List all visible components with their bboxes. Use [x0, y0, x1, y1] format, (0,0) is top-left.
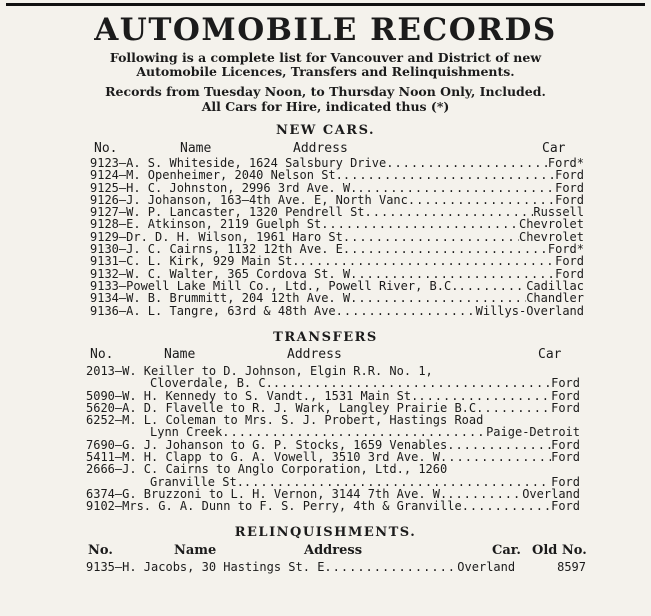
entry-text: 9102—Mrs. G. A. Dunn to F. S. Perry, 4th & Granville	[86, 499, 462, 514]
entry-car: Ford*	[547, 242, 584, 257]
leader-dots	[222, 426, 486, 438]
entry-car: Ford	[551, 376, 580, 391]
entry-car: Overland	[522, 486, 580, 501]
entry-text: 9126—J. Johanson, 163—4th Ave. E, North Vanc	[90, 192, 408, 207]
new-cars-list	[90, 157, 584, 317]
entry-car: Ford	[551, 437, 580, 452]
relinquishments-list	[86, 561, 586, 573]
list-item	[90, 218, 584, 230]
entry-text: Cloverdale, B. C.	[150, 376, 273, 391]
relinq-col-no: No.	[88, 543, 113, 558]
new-cars-col-no: No.	[94, 141, 118, 156]
entry-text: 5620—A. D. Flavelle to R. J. Wark, Langley Prairie B.C	[86, 400, 477, 415]
relinq-col-address: Address	[304, 543, 363, 558]
entry-car: Russell	[533, 205, 584, 220]
entry-text: 5411—M. H. Clapp to G. A. Vowell, 3510 3rd Ave. W	[86, 450, 441, 465]
leader-dots	[462, 500, 551, 512]
entry-text: 9134—W. B. Brummitt, 204 12th Ave. W	[90, 291, 351, 306]
entry-car: Ford	[551, 400, 580, 415]
entry-text: 9127—W. P. Lancaster, 1320 Pendrell St	[90, 205, 365, 220]
leader-dots	[365, 206, 534, 218]
entry-car: Willys-Overland	[475, 303, 584, 318]
entry-text: 9131—C. L. Kirk, 929 Main St.	[90, 254, 300, 269]
entry-text: 9133—Powell Lake Mill Co., Ltd., Powell River, B.C.	[90, 278, 459, 293]
intro-line-1: Following is a complete list for Vancouver and District of new	[109, 50, 542, 65]
entry-text: Granville St.	[150, 474, 244, 489]
entry-text: 9123—A. S. Whiteside, 1624 Salsbury Drive	[90, 156, 387, 170]
leader-dots	[386, 157, 548, 169]
entry-text: 9128—E. Atkinson, 2119 Guelph St	[90, 217, 322, 232]
entry-text: 9129—Dr. D. H. Wilson, 1961 Haro St	[90, 229, 343, 244]
entry-car: Chandler	[526, 291, 584, 306]
entry-text: 6252—M. L. Coleman to Mrs. S. J. Probert, Hastings Road	[86, 413, 484, 428]
list-item	[86, 463, 580, 475]
entry-text: 2013—W. Keiller to D. Johnson, Elgin R.R. No. 1,	[86, 364, 433, 378]
list-item	[86, 561, 586, 573]
entry-car: Ford	[555, 168, 584, 183]
list-item	[86, 426, 580, 438]
list-item	[90, 292, 584, 304]
transfers-heading: TRANSFERS	[273, 330, 378, 345]
entry-car: Overland	[457, 560, 516, 574]
entry-text: 2666—J. C. Cairns to Anglo Corporation, Ltd., 1260	[86, 462, 448, 477]
relinq-col-old-no: Old No.	[532, 543, 587, 558]
entry-text: Lynn Creek	[150, 425, 223, 440]
entry-car: Ford	[555, 180, 584, 195]
transfers-col-car: Car	[538, 347, 562, 362]
new-cars-heading: NEW CARS.	[275, 123, 376, 138]
relinq-col-name: Name	[174, 543, 217, 558]
intro-line-2: Automobile Licences, Transfers and Relinquishments.	[136, 64, 515, 79]
leader-dots	[273, 377, 551, 389]
entry-text: 5090—W. H. Kennedy to S. Vandt., 1531 Main St.	[86, 388, 419, 403]
list-item	[90, 169, 584, 181]
entry-car: Ford	[551, 388, 580, 403]
new-cars-col-address: Address	[293, 141, 348, 156]
page-title: AUTOMOBILE RECORDS	[94, 12, 557, 48]
leader-dots	[336, 305, 476, 317]
entry-old-no: 8597	[557, 560, 586, 574]
entry-car: Paige-Detroit	[486, 425, 580, 440]
entry-car: Ford	[555, 192, 584, 207]
intro-line-4: All Cars for Hire, indicated thus (*)	[201, 99, 450, 114]
list-item	[86, 377, 580, 389]
leader-dots	[350, 292, 526, 304]
entry-car: Chevrolet	[518, 217, 584, 232]
entry-text: 7690—G. J. Johanson to G. P. Stocks, 1659 Venables	[86, 437, 448, 452]
intro-line-3: Records from Tuesday Noon, to Thursday Noon Only, Included.	[105, 84, 546, 99]
transfers-list	[86, 365, 580, 513]
entry-car: Ford	[551, 499, 580, 514]
list-item	[86, 500, 580, 512]
leader-dots	[447, 439, 551, 451]
leader-dots	[324, 561, 457, 573]
entry-text: 9125—H. C. Johnston, 2996 3rd Ave. W.	[90, 180, 358, 195]
entry-car: Ford*	[547, 156, 584, 170]
transfers-col-name: Name	[164, 347, 196, 362]
entry-car: Ford	[555, 266, 584, 281]
leader-dots	[300, 255, 556, 267]
entry-text: 9132—W. C. Walter, 365 Cordova St. W	[90, 266, 351, 281]
entry-text: 9135—H. Jacobs, 30 Hastings St. E	[86, 560, 325, 574]
leader-dots	[343, 243, 548, 255]
entry-car: Ford	[555, 254, 584, 269]
entry-car: Cadillac	[526, 278, 584, 293]
list-item	[90, 305, 584, 317]
leader-dots	[343, 231, 519, 243]
entry-car: Chevrolet	[518, 229, 584, 244]
entry-text: 9130—J. C. Cairns, 1132 12th Ave. E	[90, 242, 343, 257]
leader-dots	[458, 280, 526, 292]
leader-dots	[321, 218, 519, 230]
top-rule	[6, 3, 645, 6]
leader-dots	[440, 451, 551, 463]
entry-text: 9124—M. Openheimer, 2040 Nelson St.	[90, 168, 343, 183]
transfers-col-no: No.	[90, 347, 114, 362]
entry-text: 6374—G. Bruzzoni to L. H. Vernon, 3144 7th Ave. W.	[86, 486, 448, 501]
relinquishments-heading: RELINQUISHMENTS.	[234, 525, 417, 540]
new-cars-col-name: Name	[180, 141, 212, 156]
entry-car: Ford	[551, 450, 580, 465]
list-item	[90, 255, 584, 267]
new-cars-col-car: Car	[542, 141, 566, 156]
entry-car: Ford	[551, 474, 580, 489]
entry-text: 9136—A. L. Tangre, 63rd & 48th Ave	[90, 303, 336, 318]
relinq-col-car: Car.	[492, 543, 521, 558]
leader-dots	[343, 169, 555, 181]
leader-dots	[476, 402, 551, 414]
transfers-col-address: Address	[287, 347, 342, 362]
